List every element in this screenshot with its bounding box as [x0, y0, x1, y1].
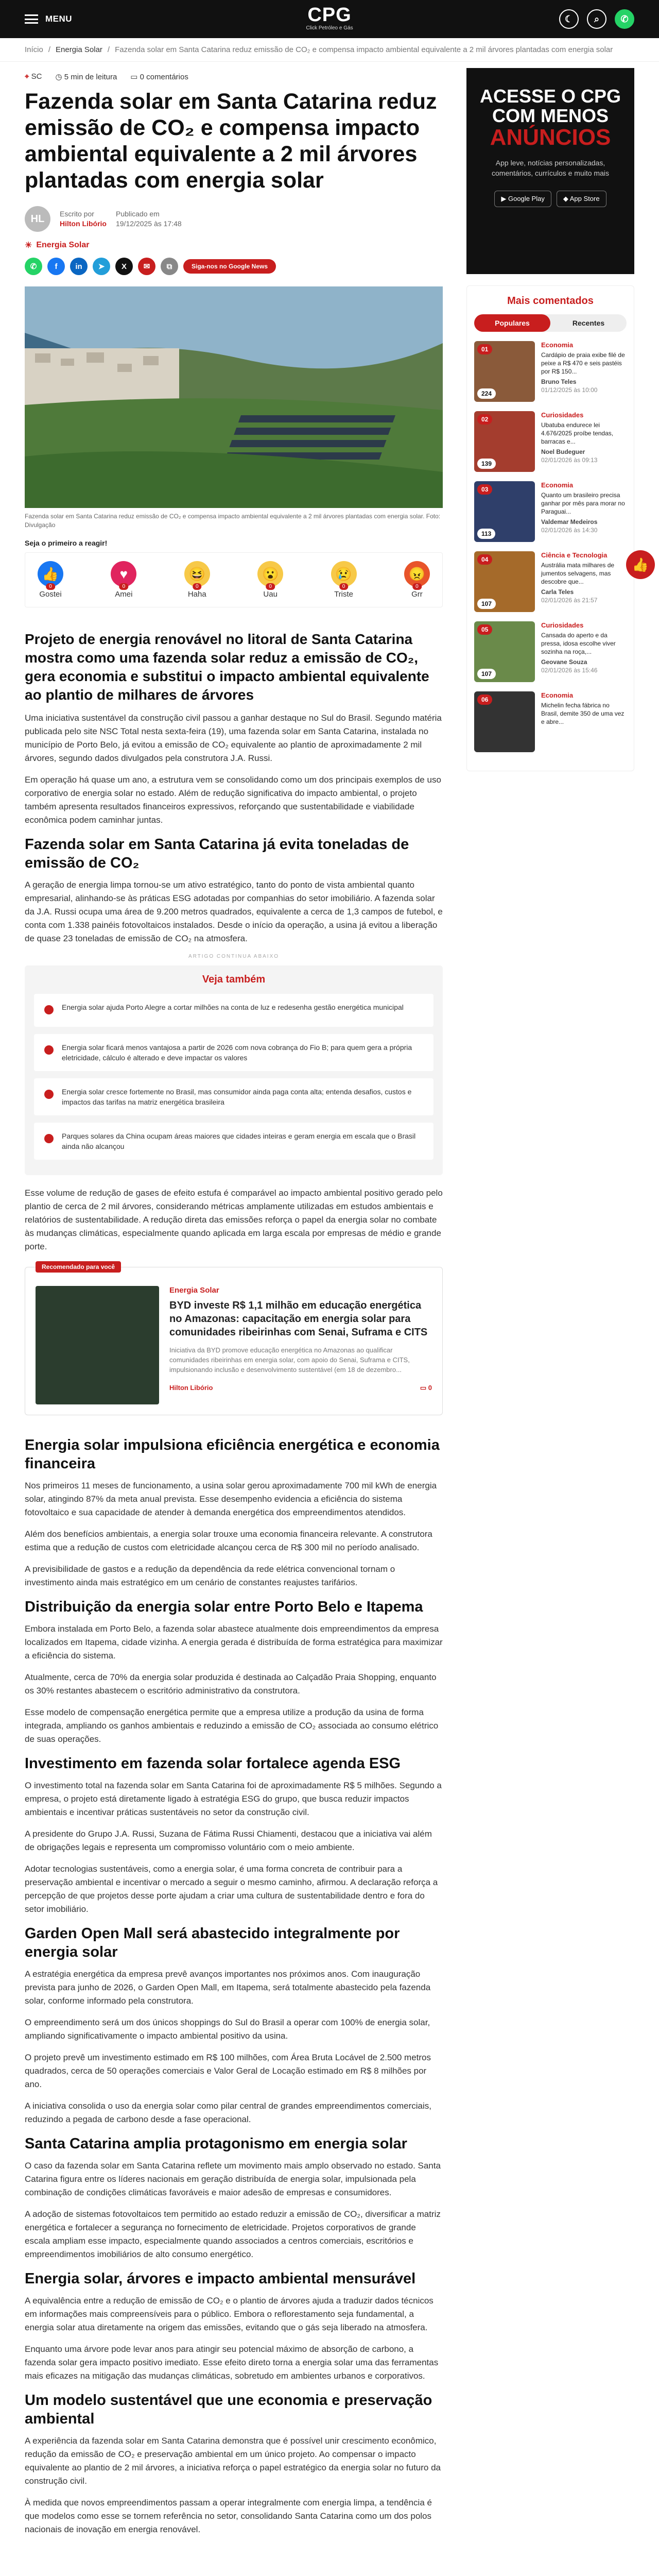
paragraph: O empreendimento será um dos únicos shoppings do Sul do Brasil a operar com 100% de energia solar, ampliando significativamente o impacto ambiental positivo da usina. — [25, 2018, 430, 2041]
list-item-date: 02/01/2026 às 09:13 — [541, 456, 598, 464]
list-item-category[interactable]: Economia — [541, 691, 574, 699]
menu-button[interactable] — [25, 14, 72, 24]
paragraph: Esse modelo de compensação energética permite que a empresa utilize a produção da usina de forma integrada, ampliando os ganhos ambientais e reduzindo a emissão de CO₂ associada ao consumo elétrico de suas operações. — [25, 1707, 439, 1744]
clock-icon: ◷ — [55, 73, 64, 81]
paragraph: A previsibilidade de gastos e a redução da dependência da rede elétrica convencional tornam o investimento ainda mais estratégico em um cenário de constantes reajustes tarifários. — [25, 1564, 395, 1587]
list-item[interactable] — [474, 481, 627, 542]
thumbs-up-icon: 👍 0 — [38, 561, 63, 587]
list-item-category[interactable]: Curiosidades — [541, 621, 584, 629]
see-also-item[interactable]: Energia solar cresce fortemente no Brasil, mas consumidor ainda paga conta alta; entenda desafios, custos e impactos das tarifas na matriz energética brasileira — [34, 1078, 433, 1115]
paragraph: A equivalência entre a redução de emissão de CO₂ e o plantio de árvores ajuda a traduzir dados técnicos em informações mais compreensíveis para o público. Embora o reflorestamento seja fundamental, a energia solar atua diretamente na origem das emissões, evitando que o gás seja liberado na atmosfera. — [25, 2296, 433, 2332]
see-also-item[interactable]: Energia solar ajuda Porto Alegre a cortar milhões na conta de luz e redesenha gestão energética municipal — [34, 994, 433, 1027]
paragraph: A estratégia energética da empresa prevê avanços importantes nos próximos anos. Com inauguração prevista para junho de 2026, o Garden Open Mall, em Itapema, será totalmente abastecido pela fazenda solar, conforme informado pela construtora. — [25, 1969, 431, 2006]
paragraph: À medida que novos empreendimentos passam a operar integralmente com energia limpa, a tendência é que modelos como esse se tornem referência no setor, consolidando Santa Catarina como um dos polos nacionais de inovação em energia renovável. — [25, 2498, 432, 2534]
pin-icon: ⌖ — [25, 72, 31, 81]
section-heading: Energia solar, árvores e impacto ambiental mensurável — [25, 2270, 416, 2287]
recommended-thumbnail[interactable] — [36, 1286, 159, 1404]
rank-badge: 05 — [477, 624, 492, 635]
recommended-author[interactable]: Hilton Libório — [169, 1384, 213, 1392]
reaction-wow[interactable]: 😮 0 Uau — [257, 561, 283, 599]
list-item-author[interactable]: Carla Teles — [541, 588, 574, 596]
reaction-haha[interactable]: 😆 0 Haha — [184, 561, 210, 599]
paragraph: A adoção de sistemas fotovoltaicos tem permitido ao estado reduzir a emissão de CO₂, diversificar a matriz energética e fortalecer a segurança no fornecimento de eletricidade. Projetos corporativos de grande escala ampliam esse impacto, especialmente quando associados a centros comerciais, escritórios e empreendimentos imobiliários de alto consumo energético. — [25, 2209, 441, 2259]
paragraph: Uma iniciativa sustentável da construção civil passou a ganhar destaque no Sul do Brasil. Segundo matéria publicada pelo site NSC Total nesta sexta-feira (19), uma fazenda solar em Santa Catarina, instalada no município de Porto Belo, já evitou a emissão de CO₂ equivalente ao plantio de aproximadamente 2 mil árvores, segundo dados divulgados pela construtora J.A. Russi. — [25, 713, 442, 763]
copy-link-icon[interactable]: ⧉ — [161, 258, 178, 275]
list-item[interactable] — [474, 411, 627, 472]
recommended-card[interactable] — [25, 1263, 443, 1415]
article — [25, 62, 443, 2545]
app-promo-banner[interactable] — [466, 68, 634, 274]
published-date: 19/12/2025 às 17:48 — [115, 219, 182, 228]
tab-popular[interactable]: Populares — [474, 314, 550, 332]
recommended-label: Recomendado para você — [36, 1261, 121, 1273]
see-also-box — [25, 965, 443, 1175]
paragraph: Embora instalada em Porto Belo, a fazenda solar abastece atualmente dois empreendimentos da empresa localizados em Itapema, cidade vizinha. A energia gerada é distribuída de forma estratégica para maximizar a eficiência do sistema. — [25, 1624, 443, 1660]
sad-face-icon: 😢 0 — [331, 561, 357, 587]
section-heading: Energia solar impulsiona eficiência energética e economia financeira — [25, 1437, 440, 1472]
moon-icon[interactable]: ☾ — [559, 9, 579, 29]
page-title: Fazenda solar em Santa Catarina reduz emissão de CO₂ e compensa impacto ambiental equivalente a 2 mil árvores plantadas com energia solar — [25, 89, 437, 193]
list-item-thumbnail[interactable] — [474, 341, 535, 402]
list-item-category[interactable]: Ciência e Tecnologia — [541, 551, 608, 559]
reaction-prompt: Seja o primeiro a reagir! — [25, 539, 108, 547]
thumbs-up-float-icon[interactable]: 👍 — [626, 550, 655, 579]
read-time: ◷ 5 min de leitura — [55, 73, 117, 81]
reaction-like[interactable]: 👍 0 Gostei — [38, 561, 63, 599]
whatsapp-icon[interactable]: ✆ — [615, 9, 634, 29]
play-icon: ▶ — [501, 195, 509, 202]
recommended-comments[interactable]: ▭ 0 — [420, 1384, 432, 1392]
section-heading: Santa Catarina amplia protagonismo em energia solar — [25, 2136, 407, 2152]
list-item-category[interactable]: Economia — [541, 481, 574, 489]
recommended-category[interactable]: Energia Solar — [169, 1286, 219, 1295]
section-heading: Investimento em fazenda solar fortalece agenda ESG — [25, 1755, 401, 1772]
logo-text: CPG — [307, 4, 352, 26]
see-also-title: Veja também — [202, 974, 266, 985]
app-store-button[interactable]: ◆ App Store — [557, 191, 606, 207]
solar-farm-illustration — [25, 286, 443, 508]
reaction-angry[interactable]: 😠 0 Grr — [404, 561, 430, 599]
location-meta: ⌖ SC — [25, 72, 42, 81]
breadcrumb-separator: / — [48, 45, 51, 54]
section-heading: Um modelo sustentável que une economia e preservação ambiental — [25, 2392, 432, 2427]
promo-line-1: ACESSE O CPG — [479, 86, 621, 107]
list-item-title[interactable]: Michelin fecha fábrica no Brasil, demite 350 de uma vez e abre... — [541, 702, 625, 725]
paragraph: Esse volume de redução de gases de efeito estufa é comparável ao impacto ambiental positivo gerado pelo plantio de cerca de 2 mil árvores, considerando métricas amplamente utilizadas em estudos ambientais e relatórios de sustentabilidade. A redução direta das emissões reforça o papel da energia solar no combate às mudanças climáticas, especialmente quando aplicada em larga escala por empresas de médio e grande porte. — [25, 1188, 443, 1251]
hero-image — [25, 286, 443, 508]
reaction-sad[interactable]: 😢 0 Triste — [331, 561, 357, 599]
rank-badge: 02 — [477, 414, 492, 425]
list-item[interactable] — [474, 621, 627, 682]
promo-text: App leve, notícias personalizadas, comentários, currículos e muito mais — [492, 159, 609, 177]
telegram-share-icon[interactable]: ➤ — [93, 258, 110, 275]
avatar[interactable]: HL — [25, 206, 50, 232]
sidebar — [466, 62, 634, 2545]
list-item-category[interactable]: Economia — [541, 341, 574, 349]
paragraph: A iniciativa consolida o uso da energia solar como pilar central de grandes empreendimentos comerciais, reduzindo a pegada de carbono desde a fase operacional. — [25, 2101, 431, 2124]
linkedin-share-icon[interactable]: in — [70, 258, 88, 275]
article-lead: Projeto de energia renovável no litoral de Santa Catarina mostra como uma fazenda solar reduz a emissão de CO₂, gera economia e substitui o impacto ambiental equivalente ao plantio de milhares de árvores — [25, 631, 429, 703]
list-item-category[interactable]: Curiosidades — [541, 411, 584, 419]
list-item-title[interactable]: Ubatuba endurece lei 4.676/2025 proíbe tendas, barracas e... — [541, 421, 614, 445]
list-item-author[interactable]: Valdemar Medeiros — [541, 518, 598, 526]
search-icon[interactable]: ⌕ — [587, 9, 606, 29]
paragraph: Nos primeiros 11 meses de funcionamento, a usina solar gerou aproximadamente 700 mil kWh de energia solar, atingindo 87% da meta anual prevista. Esse desempenho evidencia a eficiência do sistema fotovoltaico e sua capacidade de atender à demanda energética dos empreendimentos atendidos. — [25, 1481, 437, 1517]
list-item-date: 02/01/2026 às 14:30 — [541, 527, 598, 534]
list-item-thumbnail[interactable] — [474, 691, 535, 752]
list-item-date: 01/12/2025 às 10:00 — [541, 386, 598, 394]
breadcrumb — [0, 38, 659, 62]
heart-icon: ♥ 0 — [111, 561, 136, 587]
promo-line-3: ANÚNCIOS — [490, 125, 611, 150]
author-label: Escrito por — [60, 210, 94, 218]
ad-label: ARTIGO CONTINUA ABAIXO — [188, 954, 280, 959]
angry-face-icon: 😠 0 — [404, 561, 430, 587]
paragraph: Enquanto uma árvore pode levar anos para atingir seu potencial máximo de absorção de carbono, a fazenda solar gera impacto positivo imediato. Esse efeito direto torna a energia solar uma das ferramentas mais eficazes na mitigação das mudanças climáticas, sobretudo em ambientes urbanos e corporativos. — [25, 2344, 439, 2381]
reaction-love[interactable]: ♥ 0 Amei — [111, 561, 136, 599]
apple-icon: ◆ — [563, 195, 570, 202]
hamburger-icon — [25, 14, 38, 24]
paragraph: Em operação há quase um ano, a estrutura vem se consolidando como um dos principais exemplos de uso corporativo de energia solar no estado. Além de redução significativa do impacto ambiental, o projeto também apresenta resultados financeiros expressivos, reforçando que sustentabilidade e viabilidade econômica podem caminhar juntas. — [25, 775, 441, 825]
list-item-thumbnail[interactable] — [474, 621, 535, 682]
email-share-icon[interactable]: ✉ — [138, 258, 155, 275]
comment-count[interactable]: ▭ 0 comentários — [130, 73, 188, 81]
list-item-author[interactable]: Noel Budeguer — [541, 448, 585, 455]
menu-label: MENU — [45, 14, 73, 24]
breadcrumb-home[interactable]: Início — [25, 45, 43, 54]
list-item-date: 02/01/2026 às 21:57 — [541, 597, 598, 604]
tab-recent[interactable]: Recentes — [572, 319, 605, 327]
section-heading: Distribuição da energia solar entre Porto Belo e Itapema — [25, 1599, 423, 1615]
see-also-item[interactable]: Parques solares da China ocupam áreas maiores que cidades inteiras e geram energia em escala que o Brasil ainda não alcançou — [34, 1123, 433, 1160]
list-item-title[interactable]: Austrália mata milhares de jumentos selvagens, mas descobre que... — [541, 562, 615, 585]
recommended-excerpt: Iniciativa da BYD promove educação energética no Amazonas ao qualificar comunidades ribeirinhas em energia solar, com apoio do Senai, Suframa e CITS, impulsionando inclusão e desenvolvimento sustentável (em 18 de dezembro... — [169, 1346, 410, 1374]
comment-count-badge: 113 — [477, 529, 495, 539]
paragraph: Adotar tecnologias sustentáveis, como a energia solar, é uma forma concreta de contribuir para a preservação ambiental e incentivar o mercado a seguir o mesmo caminho, afirmou. A declaração reforça a percepção de que projetos desse porte ajudam a criar uma cultura de sustentabilidade dentro e fora do setor imobiliário. — [25, 1864, 438, 1914]
logo-subtitle: Click Petróleo e Gás — [306, 25, 353, 31]
paragraph: O projeto prevê um investimento estimado em R$ 100 milhões, com Área Bruta Locável de 2.500 metros quadrados, cerca de 50 operações comerciais e Valor Geral de Locação estimado em R$ 8 milhões por ano. — [25, 2053, 431, 2089]
byline — [25, 206, 443, 232]
paragraph: Atualmente, cerca de 70% da energia solar produzida é destinada ao Calçadão Praia Shopping, enquanto os 30% restantes abastecem o escritório administrativo da construtora. — [25, 1672, 437, 1696]
recommended-title[interactable]: BYD investe R$ 1,1 milhão em educação energética no Amazonas: capacitação em energia solar para comunidades ribeirinhas com Senai, Suframa e CITS — [169, 1300, 428, 1338]
google-play-button[interactable]: ▶ Google Play — [494, 191, 551, 207]
author-name[interactable]: Hilton Libório — [60, 219, 107, 228]
reaction-bar — [25, 552, 443, 607]
image-caption: Fazenda solar em Santa Catarina reduz emissão de CO₂ e compensa impacto ambiental equivalente a 2 mil árvores plantadas com energia solar. Foto: Divulgação — [25, 513, 441, 529]
comment-count-badge: 139 — [477, 459, 496, 469]
paragraph: O investimento total na fazenda solar em Santa Catarina foi de aproximadamente R$ 5 milhões. Segundo a empresa, o projeto está diretamente ligado à estratégia ESG do grupo, que busca reduzir impactos ambientais e incentivar práticas sustentáveis no setor da construção civil. — [25, 1781, 442, 1817]
published-label: Publicado em — [115, 210, 160, 218]
paragraph: Além dos benefícios ambientais, a energia solar trouxe uma economia financeira relevante. A construtora estima que a redução de custos com eletricidade alcançou cerca de R$ 300 mil no período analisado. — [25, 1529, 432, 1552]
list-item[interactable] — [474, 691, 627, 752]
facebook-share-icon[interactable]: f — [47, 258, 65, 275]
breadcrumb-separator: / — [107, 45, 110, 54]
breadcrumb-category[interactable]: Energia Solar — [56, 45, 102, 54]
paragraph: A experiência da fazenda solar em Santa Catarina demonstra que é possível unir crescimento econômico, redução da emissão de CO₂ e preservação ambiental em um único projeto. Ao compensar o impacto equivalente ao plantio de 2 mil árvores, a iniciativa reforça o papel estratégico da energia solar no futuro da construção civil. — [25, 2436, 441, 2486]
list-item-author[interactable]: Bruno Teles — [541, 378, 577, 385]
list-item-thumbnail[interactable] — [474, 411, 535, 472]
list-item-thumbnail[interactable] — [474, 481, 535, 542]
comment-count-badge: 107 — [477, 669, 496, 679]
x-share-icon[interactable]: X — [115, 258, 133, 275]
list-item[interactable] — [474, 551, 627, 612]
google-news-button[interactable]: Siga-nos no Google News — [183, 259, 276, 274]
top-bar — [0, 0, 659, 38]
breadcrumb-current: Fazenda solar em Santa Catarina reduz emissão de CO₂ e compensa impacto ambiental equivalente a 2 mil árvores plantadas com energia solar — [115, 45, 613, 54]
category-tag[interactable]: ☀ Energia Solar — [25, 241, 90, 250]
rank-badge: 03 — [477, 484, 492, 495]
paragraph: O caso da fazenda solar em Santa Catarina reflete um movimento mais amplo observado no estado. Santa Catarina figura entre os líderes nacionais em geração distribuída de energia solar, impulsionada pela combinação de condições climáticas favoráveis e maior adesão de empresas e consumidores. — [25, 2161, 441, 2197]
list-item-title[interactable]: Quanto um brasileiro precisa ganhar por mês para morar no Paraguai... — [541, 492, 625, 515]
rank-badge: 04 — [477, 554, 492, 565]
promo-line-2: COM MENOS — [492, 105, 609, 126]
most-commented-widget — [466, 285, 634, 771]
paragraph: A presidente do Grupo J.A. Russi, Suzana de Fátima Russi Chiamenti, destacou que a iniciativa vai além de obrigações legais e representa um compromisso voluntário com o meio ambiente. — [25, 1829, 432, 1852]
comment-icon: ▭ — [420, 1384, 428, 1392]
share-bar — [25, 258, 443, 275]
list-item-title[interactable]: Cardápio de praia exibe filé de peixe a R$ 470 e seis pastéis por R$ 150... — [541, 351, 625, 375]
section-heading: Fazenda solar em Santa Catarina já evita toneladas de emissão de CO₂ — [25, 836, 409, 871]
section-heading: Garden Open Mall será abastecido integralmente por energia solar — [25, 1925, 400, 1960]
rank-badge: 06 — [477, 694, 492, 705]
list-item-author[interactable]: Geovane Souza — [541, 658, 587, 666]
site-logo[interactable] — [306, 5, 353, 32]
comment-count-badge: 107 — [477, 599, 496, 609]
list-item[interactable] — [474, 341, 627, 402]
most-commented-title: Mais comentados — [507, 295, 594, 307]
surprised-face-icon: 😮 0 — [257, 561, 283, 587]
list-item-thumbnail[interactable] — [474, 551, 535, 612]
sun-icon: ☀ — [25, 241, 32, 250]
paragraph: A geração de energia limpa tornou-se um ativo estratégico, tanto do ponto de vista ambiental quanto empresarial, alinhando-se às práticas ESG adotadas por companhias do setor imobiliário. A fazenda solar da J.A. Russi ocupa uma área de 9.200 metros quadrados, equivalente a cerca de 1,3 campos de futebol, e conta com 1.338 painéis fotovoltaicos instalados. Desde o início da operação, a usina já evitou a liberação de quase 23 toneladas de emissão de CO₂ na atmosfera. — [25, 880, 443, 943]
laughing-face-icon: 😆 0 — [184, 561, 210, 587]
comment-icon: ▭ — [130, 73, 140, 81]
rank-badge: 01 — [477, 344, 492, 354]
see-also-item[interactable]: Energia solar ficará menos vantajosa a partir de 2026 com nova cobrança do Fio B; para quem gera a própria eletricidade, cálculo é alterado e deve impactar os valores — [34, 1034, 433, 1071]
comment-count-badge: 224 — [477, 388, 496, 399]
list-item-title[interactable]: Cansada do aperto e da pressa, idosa escolhe viver sozinha na roça,... — [541, 632, 616, 655]
whatsapp-share-icon[interactable]: ✆ — [25, 258, 42, 275]
list-item-date: 02/01/2026 às 15:46 — [541, 667, 598, 674]
